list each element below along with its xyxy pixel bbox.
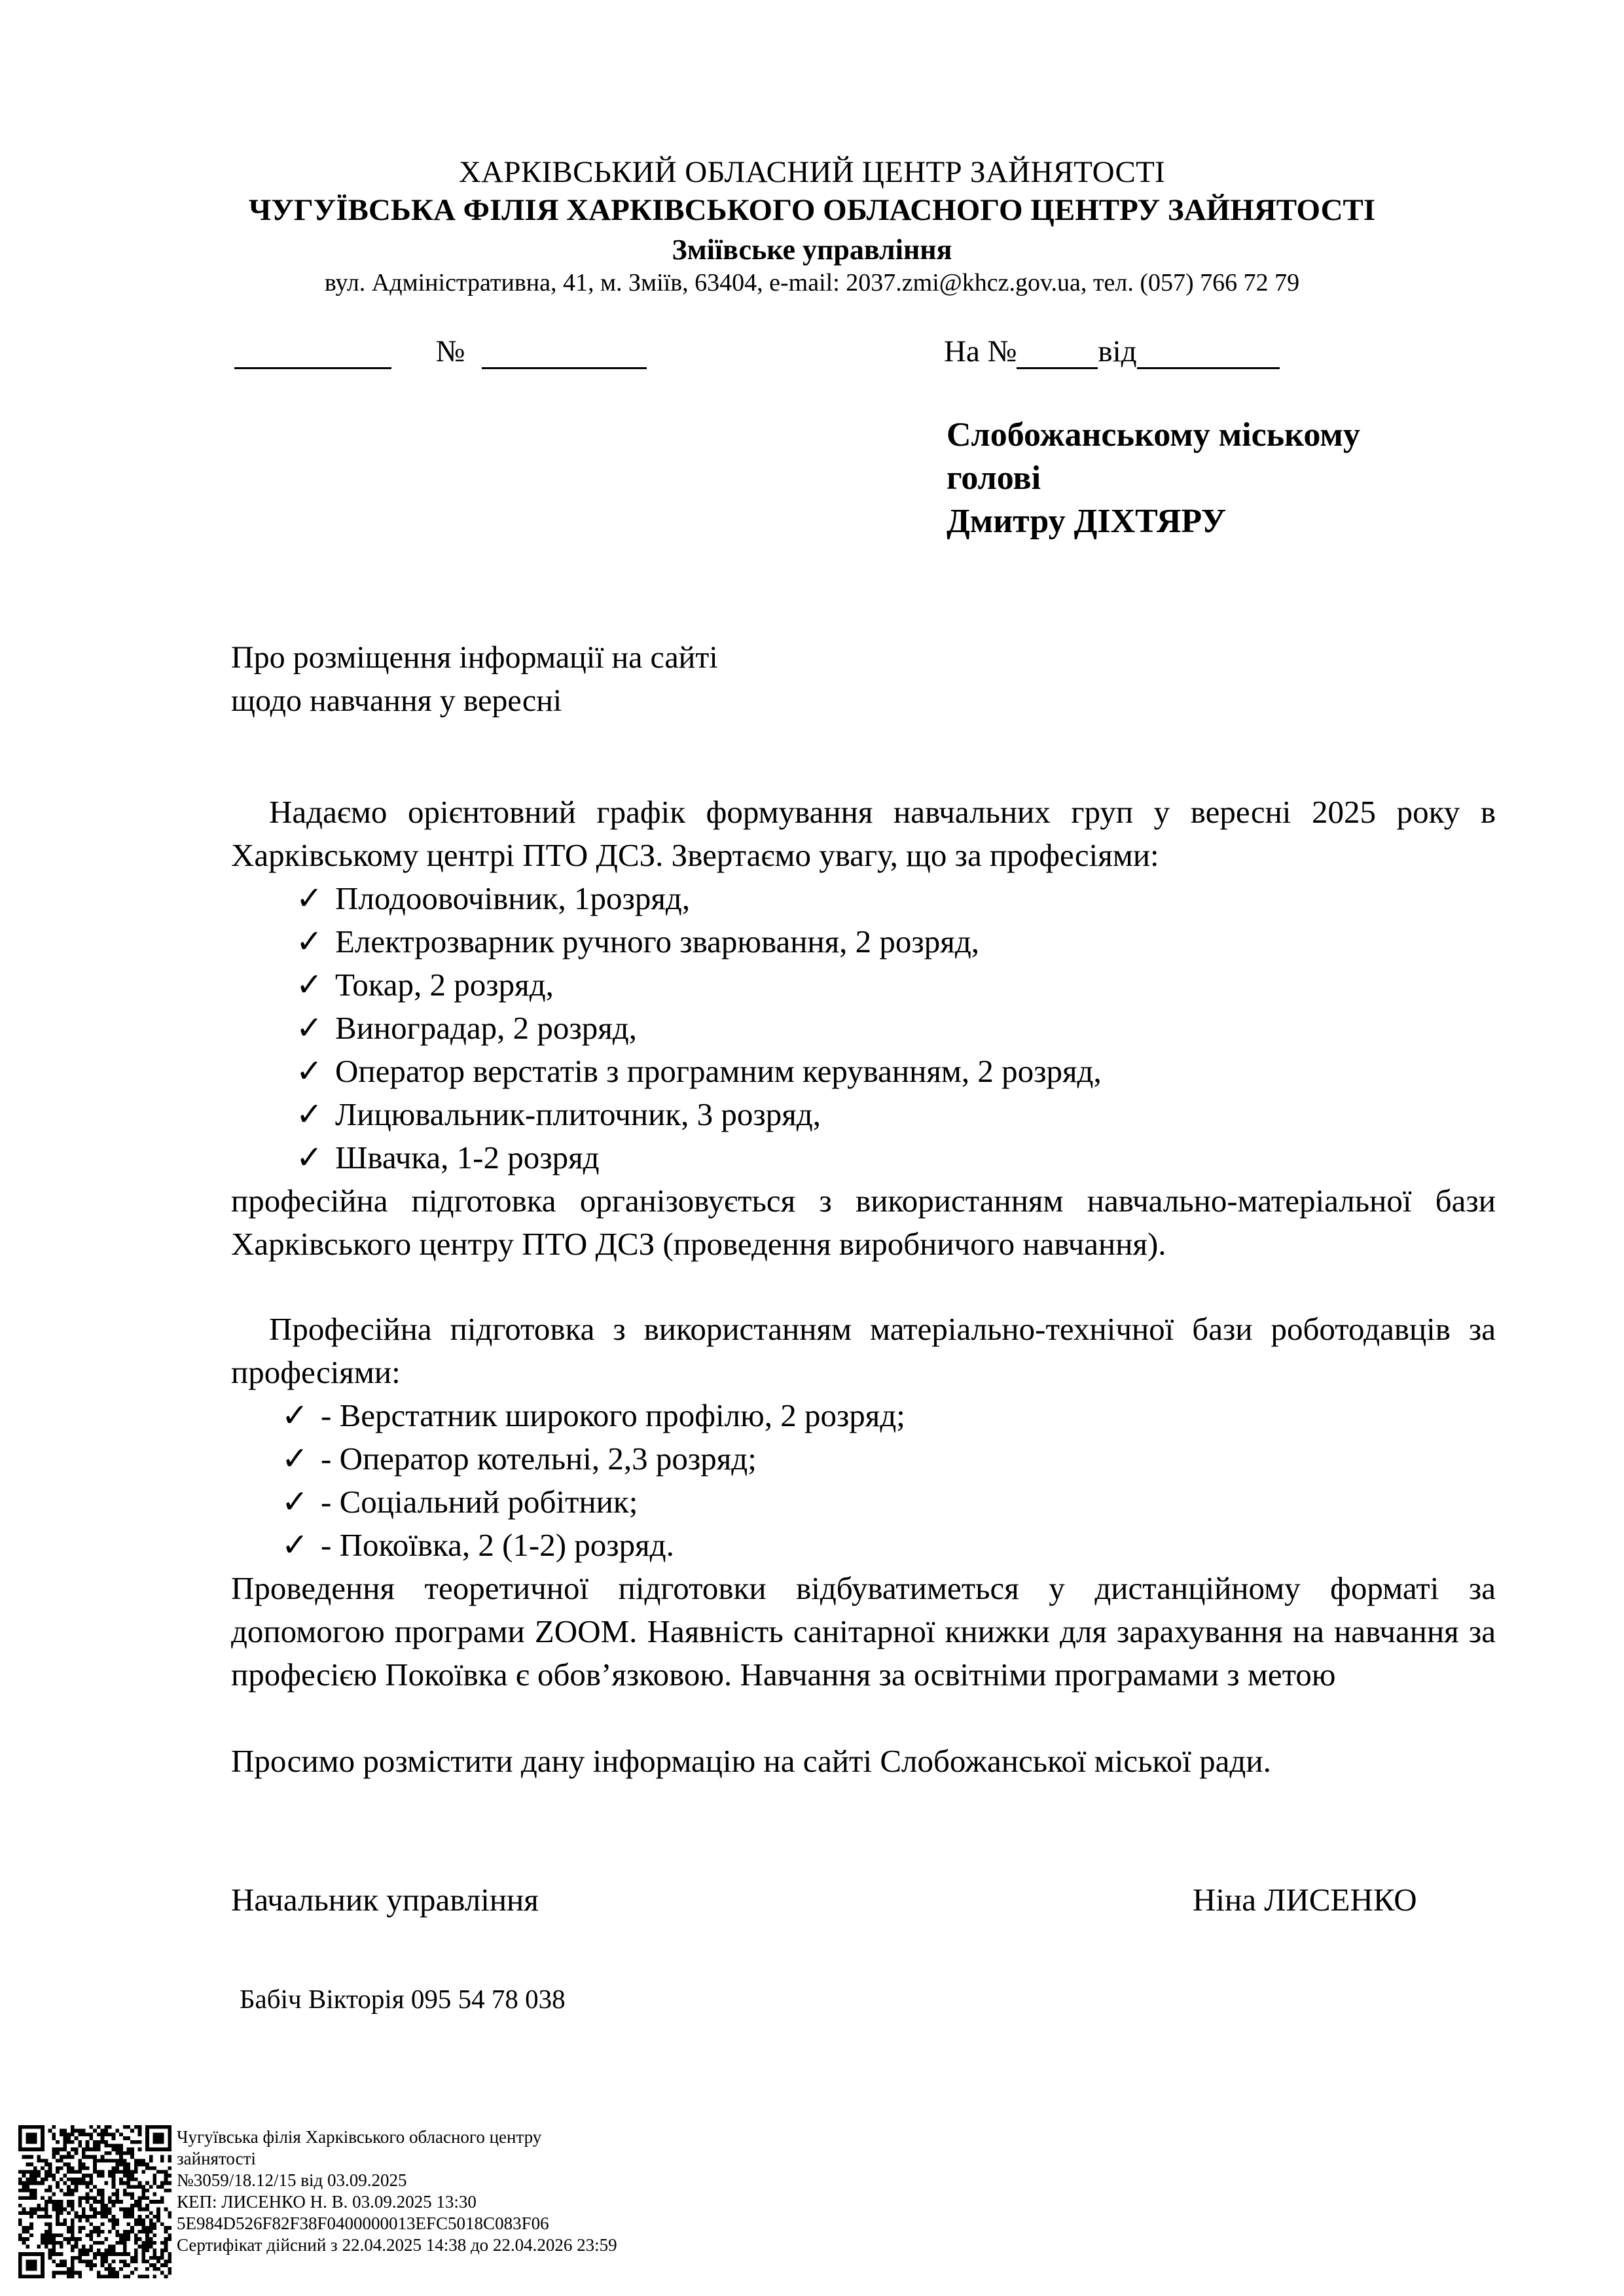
subject-line-1: Про розміщення інформації на сайті (231, 640, 718, 675)
date-blank (234, 338, 391, 369)
check-icon: ✓ (296, 1139, 323, 1175)
addressee-line-2: голові (947, 459, 1041, 497)
number-sign: № (435, 334, 465, 368)
theory-paragraph: Проведення теоретичної підготовки відбуватиметься у дистанційному форматі за допомогою програми ZOOM. Наявність санітарної книжки для зарахування на навчання за професією Покоївка є обов’язковою. Навчання за освітніми програмами з метою (231, 1570, 1496, 1693)
signer-position: Начальник управління (231, 1882, 539, 1918)
list-item: ✓ Швачка, 1-2 розряд (296, 1136, 1102, 1179)
check-icon: ✓ (296, 880, 323, 916)
reply-number-blank (1017, 338, 1098, 369)
employer-professions (281, 1394, 905, 1567)
stamp-serial: 5E984D526F82F38F0400000013EFC5018C083F06 (177, 2214, 549, 2233)
header-address: вул. Адміністративна, 41, м. Зміїв, 63404, e-mail: 2037.zmi@khcz.gov.ua, тел. (057) 766 72 79 (324, 269, 1300, 296)
list-item: ✓ Виноградар, 2 розряд, (296, 1007, 1102, 1050)
check-icon: ✓ (281, 1527, 309, 1563)
incoming-ref (944, 334, 1280, 369)
list-item: ✓ Електрозварник ручного зварювання, 2 розряд, (296, 920, 1102, 963)
check-icon: ✓ (281, 1397, 309, 1433)
stamp-kep: КЕП: ЛИСЕНКО Н. В. 03.09.2025 13:30 (177, 2192, 477, 2212)
header-department: Зміївське управління (672, 234, 952, 266)
check-icon: ✓ (281, 1484, 309, 1520)
stamp-registration: №3059/18.12/15 від 03.09.2025 (177, 2170, 407, 2190)
stamp-org-line-2: зайнятості (177, 2149, 256, 2168)
check-icon: ✓ (296, 1096, 323, 1132)
check-icon: ✓ (296, 1053, 323, 1089)
list-item: ✓ - Соціальний робітник; (281, 1480, 905, 1524)
employers-paragraph: Професійна підготовка з використанням матеріально-технічної бази роботодавців за професіями: (231, 1311, 1496, 1390)
check-icon: ✓ (296, 967, 323, 1003)
check-icon: ✓ (296, 924, 323, 960)
number-blank (482, 338, 647, 369)
check-icon: ✓ (296, 1010, 323, 1046)
list-item: ✓ Плодоовочівник, 1розряд, (296, 877, 1102, 920)
header-org-name: ХАРКІВСЬКИЙ ОБЛАСНИЙ ЦЕНТР ЗАЙНЯТОСТІ (458, 155, 1166, 189)
check-icon: ✓ (281, 1441, 309, 1477)
header-branch-name: ЧУГУЇВСЬКА ФІЛІЯ ХАРКІВСЬКОГО ОБЛАСНОГО ЦЕНТРУ ЗАЙНЯТОСТІ (248, 193, 1376, 227)
contact-person: Бабіч Вікторія 095 54 78 038 (240, 1984, 566, 2014)
addressee-line-1: Слобожанському міському (947, 416, 1360, 454)
stamp-org-line-1: Чугуївська філія Харківського обласного центру (177, 2127, 542, 2147)
intro-paragraph: Надаємо орієнтовний графік формування навчальних груп у вересні 2025 року в Харківському центрі ПТО ДСЗ. Звертаємо увагу, що за професіями: (231, 794, 1496, 873)
qr-code-icon (18, 2125, 171, 2278)
from-label: від (1098, 334, 1137, 368)
subject-line-2: щодо навчання у вересні (231, 683, 562, 718)
reply-label: На № (944, 334, 1017, 368)
addressee (947, 414, 1444, 543)
outgoing-ref (234, 334, 647, 369)
subject (231, 636, 718, 723)
addressee-line-3: Дмитру ДІХТЯРУ (947, 503, 1227, 540)
training-center-paragraph: професійна підготовка організовується з використанням навчально-матеріальної бази Харківського центру ПТО ДСЗ (проведення виробничого навчання). (231, 1183, 1496, 1262)
list-item: ✓ - Покоївка, 2 (1-2) розряд. (281, 1524, 905, 1567)
list-item: ✓ - Верстатник широкого профілю, 2 розряд; (281, 1394, 905, 1437)
training-center-professions (296, 877, 1102, 1179)
reply-date-blank (1137, 338, 1280, 369)
list-item: ✓ Токар, 2 розряд, (296, 963, 1102, 1007)
request-paragraph: Просимо розмістити дану інформацію на сайті Слобожанської міської ради. (231, 1743, 1271, 1779)
stamp-certificate: Сертифікат дійсний з 22.04.2025 14:38 до 22.04.2026 23:59 (177, 2235, 617, 2255)
list-item: ✓ - Оператор котельні, 2,3 розряд; (281, 1437, 905, 1480)
list-item: ✓ Оператор верстатів з програмним керуванням, 2 розряд, (296, 1050, 1102, 1093)
digital-signature-stamp (177, 2126, 766, 2256)
signer-name: Ніна ЛИСЕНКО (1193, 1882, 1417, 1918)
list-item: ✓ Лицювальник-плиточник, 3 розряд, (296, 1093, 1102, 1136)
